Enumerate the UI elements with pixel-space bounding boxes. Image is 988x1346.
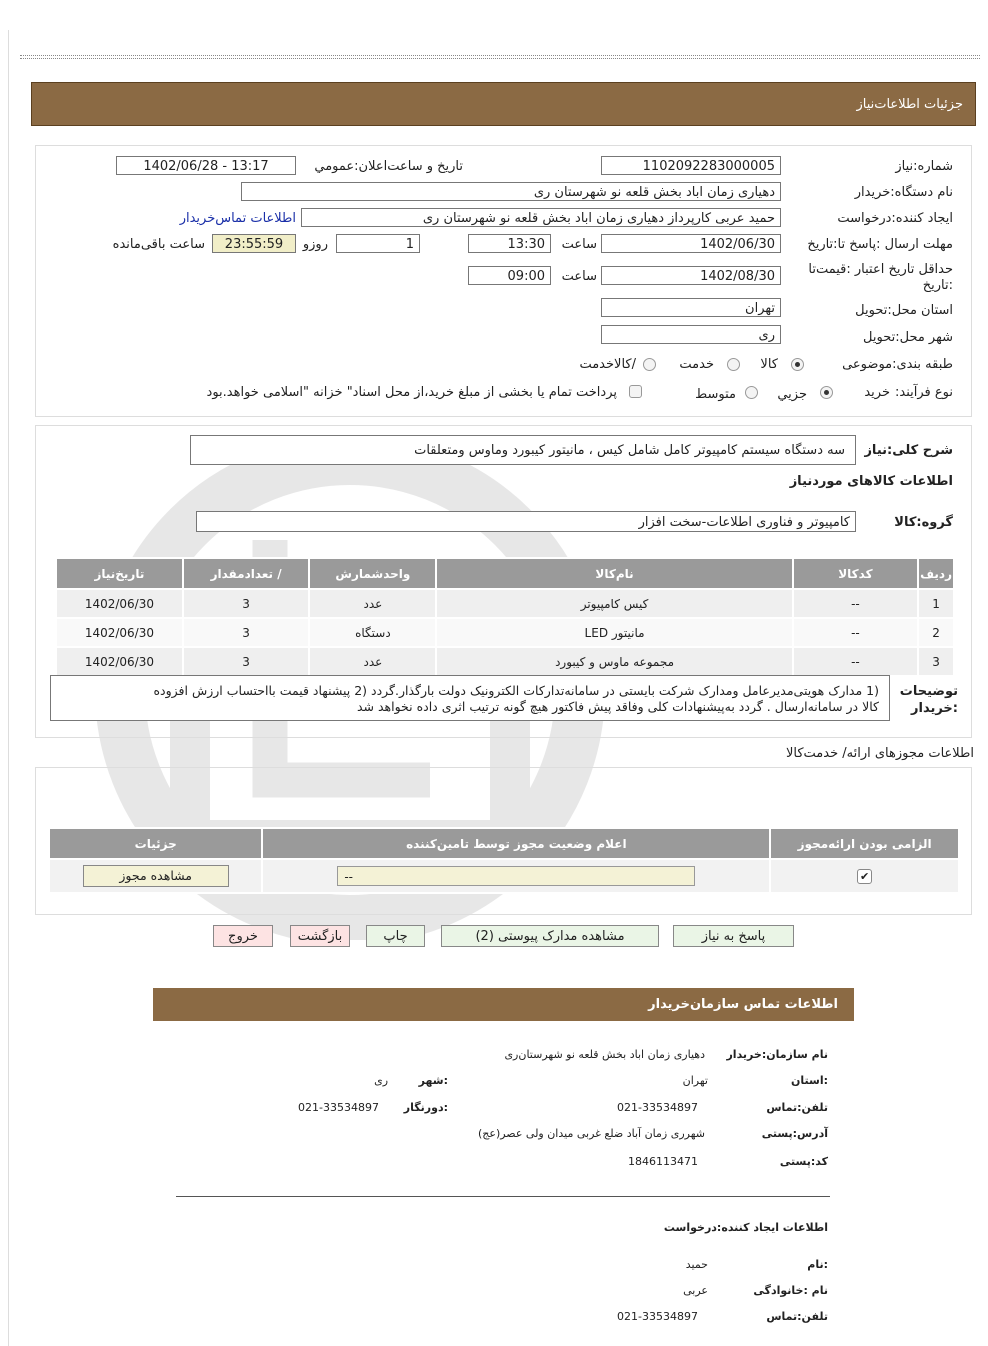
deadline-date-field: 1402/06/30 (601, 234, 781, 253)
process-partial-label: جزیي (777, 387, 807, 402)
description-field: سه دستگاه سیستم کامپیوتر کامل شامل کیس ، مانیتور کیبورد وماوس ومتعلقات (190, 435, 856, 465)
cell-date: 1402/06/30 (56, 618, 183, 647)
contact-title: اطلاعات تماس سازمان‌خریدار (648, 997, 838, 1012)
checkmark-icon: ✔ (857, 869, 872, 884)
category-service-label: خدمت (679, 357, 714, 372)
description-label: شرح کلی:نیاز (864, 443, 953, 458)
col-row: ردیف (918, 558, 954, 589)
validity-date-field: 1402/08/30 (601, 266, 781, 285)
col-code: کدکالا (793, 558, 918, 589)
cell-qty: 3 (183, 647, 310, 676)
days-field: 1 (336, 234, 420, 253)
deadline-hour-label: ساعت (561, 237, 597, 252)
province-label: استان محل:تحویل (855, 303, 953, 318)
creator-phone-label: تلفن:تماس (766, 1310, 828, 1323)
creator-name-value: حمید (685, 1258, 708, 1271)
validity-time-field: 09:00 (468, 266, 551, 285)
cell-row: 3 (918, 647, 954, 676)
col-unit: واحدشمارش (309, 558, 436, 589)
print-button[interactable]: چاپ (366, 925, 425, 947)
page-border (8, 30, 9, 1346)
cell-unit: عدد (309, 647, 436, 676)
cell-row: 1 (918, 589, 954, 618)
cell-code: -- (793, 618, 918, 647)
license-status-cell (262, 859, 770, 893)
category-service-radio[interactable] (727, 358, 740, 371)
creator-field: حمید عربی کارپرداز دهیاری زمان اباد بخش قلعه نو شهرستان ری (301, 208, 781, 227)
validity-hour-label: ساعت (561, 269, 597, 284)
remaining-timer: 23:55:59 (212, 234, 296, 253)
items-table (55, 557, 955, 677)
validity-label-1: حداقل تاریخ اعتبار :قیمت‌تا (808, 262, 953, 277)
top-divider (20, 55, 980, 59)
header-bar (31, 82, 976, 126)
buyer-notes-line-1: (1 مدارک هویتی‌مدیرعامل ومدارک شرکت بایستی در سامانه‌تدارکات الکترونیک دولت بارگذار.گردد (2 پیشنهاد قیمت بااحتساب ارزش افزوده (153, 683, 879, 698)
process-label: نوع فرآیند: (895, 385, 953, 400)
days-label: روزو (302, 237, 328, 252)
license-table (48, 827, 960, 894)
payment-text: پرداخت تمام یا بخشی از مبلغ خرید،از محل اسناد" خزانه "اسلامی خواهد.بود (206, 385, 617, 400)
need-number-field: 1102092283000005 (601, 156, 781, 175)
category-goods-radio[interactable] (791, 358, 804, 371)
remaining-label: ساعت باقی‌مانده (112, 237, 205, 252)
creator-name-label: :نام (807, 1258, 828, 1271)
cell-code: -- (793, 647, 918, 676)
announce-field: 1402/06/28 - 13:17 (116, 156, 296, 175)
license-details-cell (49, 859, 262, 893)
contact-address-label: آدرس:پستی (761, 1127, 828, 1140)
license-title: اطلاعات مجوزهای ارائه/ خدمت‌کالا (785, 746, 974, 761)
process-medium-label: متوسط (695, 387, 736, 402)
col-name: نام‌کالا (436, 558, 792, 589)
city-label: شهر محل:تحویل (863, 330, 953, 345)
contact-fax-label: :دورنگار (403, 1101, 448, 1114)
cell-qty: 3 (183, 618, 310, 647)
category-label: طبقه بندی:موضوعی (842, 357, 953, 372)
contact-fax-value: 021-33534897 (298, 1101, 379, 1114)
city-field: ری (601, 325, 781, 344)
deadline-time-field: 13:30 (468, 234, 551, 253)
back-button[interactable]: بازگشت (290, 925, 350, 947)
category-goods-label: کالا (760, 357, 778, 372)
process-medium-radio[interactable] (745, 386, 758, 399)
goods-info-title: اطلاعات کالاهای موردنیاز (789, 474, 953, 489)
buyer-contact-link[interactable]: اطلاعات تماس‌خریدار (179, 211, 296, 226)
col-qty: / تعدادمقدار (183, 558, 310, 589)
col-license-status: اعلام وضعیت مجوز توسط تامین‌کننده (262, 828, 770, 859)
contact-org-label: نام سازمان:خریدار (726, 1048, 828, 1061)
table-row (56, 647, 954, 676)
cell-name: مانیتور LED (436, 618, 792, 647)
buyer-notes-label-1: توضیحات (899, 684, 958, 699)
province-field: تهران (601, 298, 781, 317)
cell-unit: دستگاه (309, 618, 436, 647)
license-required-cell (770, 859, 959, 893)
license-header-row (49, 828, 959, 859)
process-type: خرید (864, 385, 890, 400)
buyer-notes-line-2: کالا در سامانه‌ارسال . گردد به‌پیشنهادات کلی وفاقد پیش فاکتور هیچ گونه ترتیب اثری داده نخواهد شد (356, 699, 879, 714)
cell-unit: عدد (309, 589, 436, 618)
buyer-notes-label-2: :خریدار (911, 701, 958, 716)
license-row (49, 859, 959, 893)
license-status-field[interactable]: -- (337, 866, 695, 886)
table-row (56, 618, 954, 647)
contact-header-bar (153, 988, 854, 1021)
category-both-radio[interactable] (643, 358, 656, 371)
contact-phone-value: 021-33534897 (617, 1101, 698, 1114)
col-license-required: الزامی بودن ارائه‌مجوز (770, 828, 959, 859)
contact-province-label: :استان (791, 1074, 828, 1087)
view-license-button[interactable]: مشاهده مجوز (83, 865, 229, 887)
cell-date: 1402/06/30 (56, 589, 183, 618)
cell-date: 1402/06/30 (56, 647, 183, 676)
contact-city-label: :شهر (418, 1074, 448, 1087)
contact-city-value: ری (374, 1074, 388, 1087)
col-license-details: جزئیات (49, 828, 262, 859)
creator-phone-value: 021-33534897 (617, 1310, 698, 1323)
need-number-label: شماره:نیاز (895, 159, 953, 174)
contact-postal-label: کد:پستی (779, 1155, 828, 1168)
table-row (56, 589, 954, 618)
contact-org-value: دهیاری زمان اباد بخش قلعه نو شهرستان‌ری (504, 1048, 705, 1061)
category-both-label: /کالاخدمت (579, 357, 636, 372)
process-partial-radio[interactable] (820, 386, 833, 399)
payment-checkbox[interactable] (629, 385, 642, 398)
header-title: جزئیات اطلاعات‌نیاز (856, 97, 963, 112)
goods-group-label: گروه:کالا (894, 515, 953, 530)
creator-family-label: نام :خانوادگی (753, 1284, 828, 1297)
buyer-notes-box (50, 675, 890, 721)
contact-divider (176, 1196, 830, 1197)
goods-group-field: کامپیوتر و فناوری اطلاعات-سخت افزار (196, 511, 856, 532)
contact-province-value: تهران (682, 1074, 708, 1087)
creator-label: ایجاد کننده:درخواست (837, 211, 953, 226)
cell-name: مجموعه ماوس و کیبورد (436, 647, 792, 676)
col-date: تاریخ‌نیاز (56, 558, 183, 589)
creator-info-title: اطلاعات ایجاد کننده:درخواست (663, 1221, 828, 1234)
buyer-label: نام دستگاه:خریدار (854, 185, 953, 200)
announce-label: تاریخ و ساعت‌اعلان:عمومي (314, 159, 463, 174)
validity-label-2: :تاریخ (922, 278, 953, 293)
cell-qty: 3 (183, 589, 310, 618)
reply-button[interactable]: پاسخ به نیاز (673, 925, 794, 947)
cell-code: -- (793, 589, 918, 618)
creator-family-value: عربی (683, 1284, 708, 1297)
deadline-label: مهلت ارسال :پاسخ تا:تاریخ (807, 237, 953, 252)
contact-phone-label: تلفن:تماس (766, 1101, 828, 1114)
cell-name: کیس کامپیوتر (436, 589, 792, 618)
items-header-row (56, 558, 954, 589)
attachments-button[interactable]: مشاهده مدارک پیوستی (2) (441, 925, 659, 947)
contact-address-value: شهرری زمان آباد ضلع غربی میدان ولی عصر(عج) (477, 1127, 705, 1140)
exit-button[interactable]: خروج (213, 925, 273, 947)
cell-row: 2 (918, 618, 954, 647)
buyer-field: دهیاری زمان اباد بخش قلعه نو شهرستان ری (241, 182, 781, 201)
contact-postal-value: 1846113471 (628, 1155, 698, 1168)
